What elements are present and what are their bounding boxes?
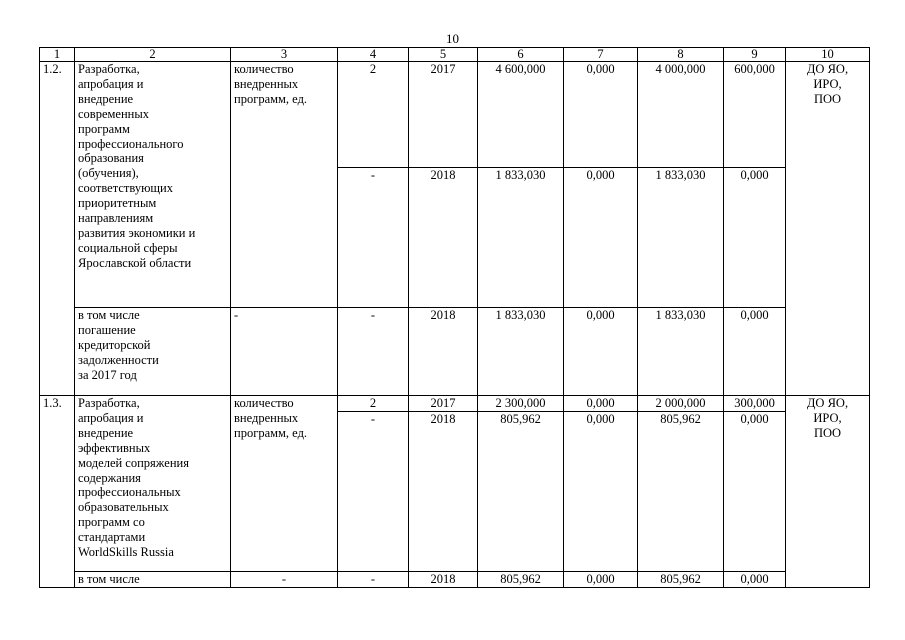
value-cell: 4 000,000	[638, 62, 724, 168]
activity-name: Разработка, апробация и внедрение эффективных моделей сопряжения содержания профессиональных образовательных программ со стандартами WorldSkills Russia	[75, 396, 231, 572]
header-cell: 7	[564, 48, 638, 62]
header-cell: 4	[338, 48, 409, 62]
value-cell: 0,000	[564, 572, 638, 588]
header-cell: 10	[786, 48, 870, 62]
value-cell: 1 833,030	[478, 308, 564, 396]
value-cell: 1 833,030	[638, 308, 724, 396]
value-cell: 0,000	[564, 62, 638, 168]
value-cell: 0,000	[724, 308, 786, 396]
indicator-cell: -	[231, 572, 338, 588]
value-cell: -	[338, 168, 409, 308]
header-cell: 3	[231, 48, 338, 62]
value-cell: 805,962	[478, 412, 564, 572]
header-cell: 1	[40, 48, 75, 62]
value-cell: 4 600,000	[478, 62, 564, 168]
year-cell: 2018	[409, 168, 478, 308]
year-cell: 2017	[409, 62, 478, 168]
table-row	[40, 572, 870, 588]
value-cell: 2	[338, 396, 409, 412]
value-cell: 0,000	[564, 168, 638, 308]
value-cell: 0,000	[564, 396, 638, 412]
year-cell: 2017	[409, 396, 478, 412]
value-cell: 2 300,000	[478, 396, 564, 412]
value-cell: 805,962	[478, 572, 564, 588]
value-cell: 0,000	[724, 168, 786, 308]
value-cell: 2 000,000	[638, 396, 724, 412]
value-cell: 805,962	[638, 412, 724, 572]
table-row	[40, 396, 870, 412]
indicator-cell: -	[231, 308, 338, 396]
row-code: 1.2.	[40, 62, 75, 396]
header-cell: 2	[75, 48, 231, 62]
value-cell: 600,000	[724, 62, 786, 168]
table-row	[40, 308, 870, 396]
including-note: в том числе погашение кредиторской задолженности за 2017 год	[75, 308, 231, 396]
value-cell: 0,000	[724, 572, 786, 588]
activity-name: Разработка, апробация и внедрение современных программ профессионального образования (обучения), соответствующих приоритетным направлениям развития экономики и социальной сферы Ярославской области	[75, 62, 231, 308]
value-cell: -	[338, 572, 409, 588]
program-activities-table	[39, 47, 870, 588]
header-cell: 8	[638, 48, 724, 62]
value-cell: 300,000	[724, 396, 786, 412]
value-cell: 0,000	[724, 412, 786, 572]
value-cell: -	[338, 412, 409, 572]
indicator-cell: количество внедренных программ, ед.	[231, 62, 338, 308]
executor-cell: ДО ЯО, ИРО, ПОО	[786, 62, 870, 396]
value-cell: 0,000	[564, 308, 638, 396]
row-code: 1.3.	[40, 396, 75, 588]
value-cell: 2	[338, 62, 409, 168]
including-note: в том числе	[75, 572, 231, 588]
indicator-cell: количество внедренных программ, ед.	[231, 396, 338, 572]
value-cell: -	[338, 308, 409, 396]
header-row	[40, 48, 870, 62]
executor-cell: ДО ЯО, ИРО, ПОО	[786, 396, 870, 588]
table-row	[40, 62, 870, 168]
year-cell: 2018	[409, 572, 478, 588]
page-number: 10	[446, 31, 459, 46]
header-cell: 6	[478, 48, 564, 62]
value-cell: 1 833,030	[638, 168, 724, 308]
value-cell: 805,962	[638, 572, 724, 588]
year-cell: 2018	[409, 412, 478, 572]
value-cell: 0,000	[564, 412, 638, 572]
year-cell: 2018	[409, 308, 478, 396]
header-cell: 9	[724, 48, 786, 62]
header-cell: 5	[409, 48, 478, 62]
value-cell: 1 833,030	[478, 168, 564, 308]
